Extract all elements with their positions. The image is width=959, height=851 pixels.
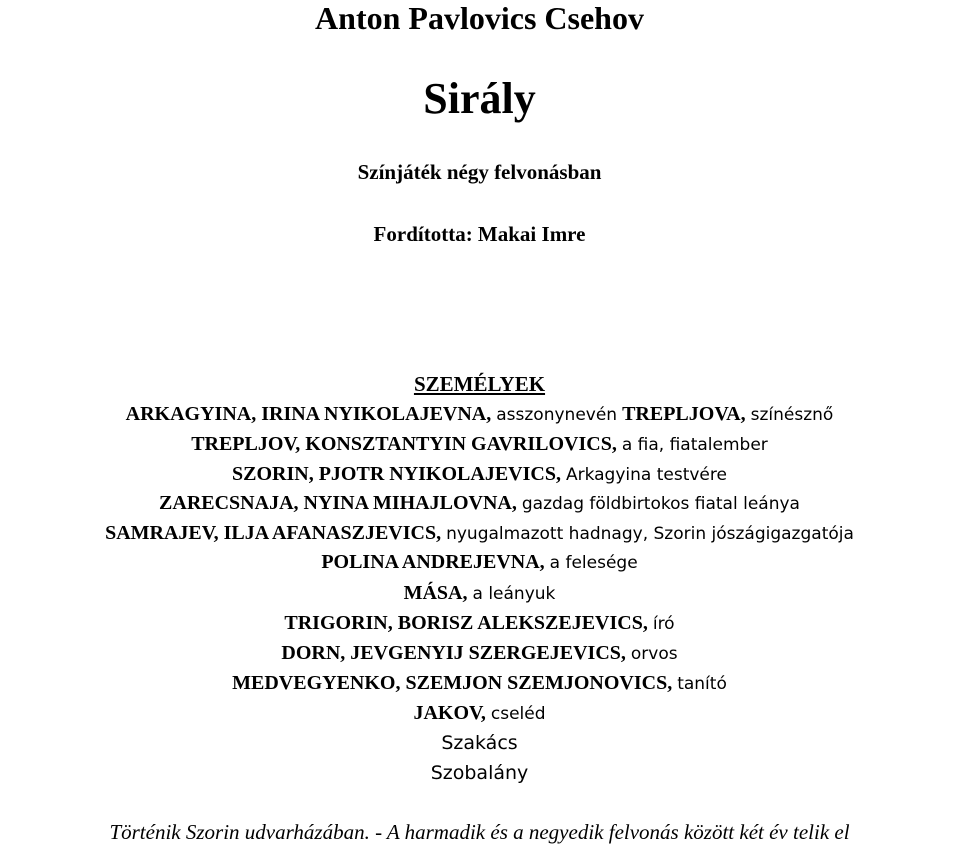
character-description: Arkagyina testvére: [565, 465, 727, 485]
character-name: TREPLJOV, KONSZTANTYIN GAVRILOVICS,: [191, 433, 617, 455]
character-description: a felesége: [549, 553, 638, 573]
character-description: orvos: [630, 644, 678, 664]
character-name: TRIGORIN, BORISZ ALEKSZEJEVICS,: [284, 612, 648, 634]
character-description: Szakács: [441, 732, 518, 754]
character-line: [0, 583, 959, 603]
character-line: [0, 673, 959, 693]
character-name: POLINA ANDREJEVNA,: [321, 551, 545, 573]
character-description: Szobalány: [430, 762, 529, 784]
character-name: ARKAGYINA, IRINA NYIKOLAJEVNA,: [125, 403, 492, 425]
character-description: a fia, fiatalember: [621, 435, 768, 455]
character-description-alt: színésznő: [750, 405, 834, 425]
setting-note: Történik Szorin udvarházában. - A harmadik és a negyedik felvonás között két év telik el: [109, 820, 850, 844]
character-line: [0, 733, 959, 753]
character-name: SZORIN, PJOTR NYIKOLAJEVICS,: [232, 463, 561, 485]
play-subtitle: Színjáték négy felvonásban: [357, 160, 602, 184]
character-line: [0, 493, 959, 513]
character-line: [0, 613, 959, 633]
persons-heading: SZEMÉLYEK: [413, 372, 546, 396]
author-name: Anton Pavlovics Csehov: [315, 0, 644, 36]
character-description: asszonynevén: [496, 405, 618, 425]
character-description: cseléd: [490, 704, 546, 724]
character-name-alt: TREPLJOVA,: [622, 403, 746, 425]
character-description: író: [652, 614, 675, 634]
character-description: tanító: [677, 674, 727, 694]
character-description: a leányuk: [472, 584, 556, 604]
character-description: nyugalmazott hadnagy, Szorin jószágigazgatója: [446, 524, 854, 544]
character-line: [0, 464, 959, 484]
character-name: ZARECSNAJA, NYINA MIHAJLOVNA,: [159, 492, 517, 514]
character-line: [0, 763, 959, 783]
character-name: DORN, JEVGENYIJ SZERGEJEVICS,: [281, 642, 626, 664]
character-line: [0, 552, 959, 572]
character-line: [0, 643, 959, 663]
character-name: MEDVEGYENKO, SZEMJON SZEMJONOVICS,: [232, 672, 673, 694]
character-name: SAMRAJEV, ILJA AFANASZJEVICS,: [105, 522, 442, 544]
character-name: JAKOV,: [413, 702, 486, 724]
character-line: [0, 523, 959, 543]
play-title: Sirály: [423, 74, 536, 123]
character-line: [0, 434, 959, 454]
translator-credit: Fordította: Makai Imre: [373, 222, 586, 246]
character-description: gazdag földbirtokos fiatal leánya: [521, 494, 800, 514]
character-line: [0, 703, 959, 723]
character-name: MÁSA,: [403, 582, 468, 604]
character-line: [0, 404, 959, 424]
